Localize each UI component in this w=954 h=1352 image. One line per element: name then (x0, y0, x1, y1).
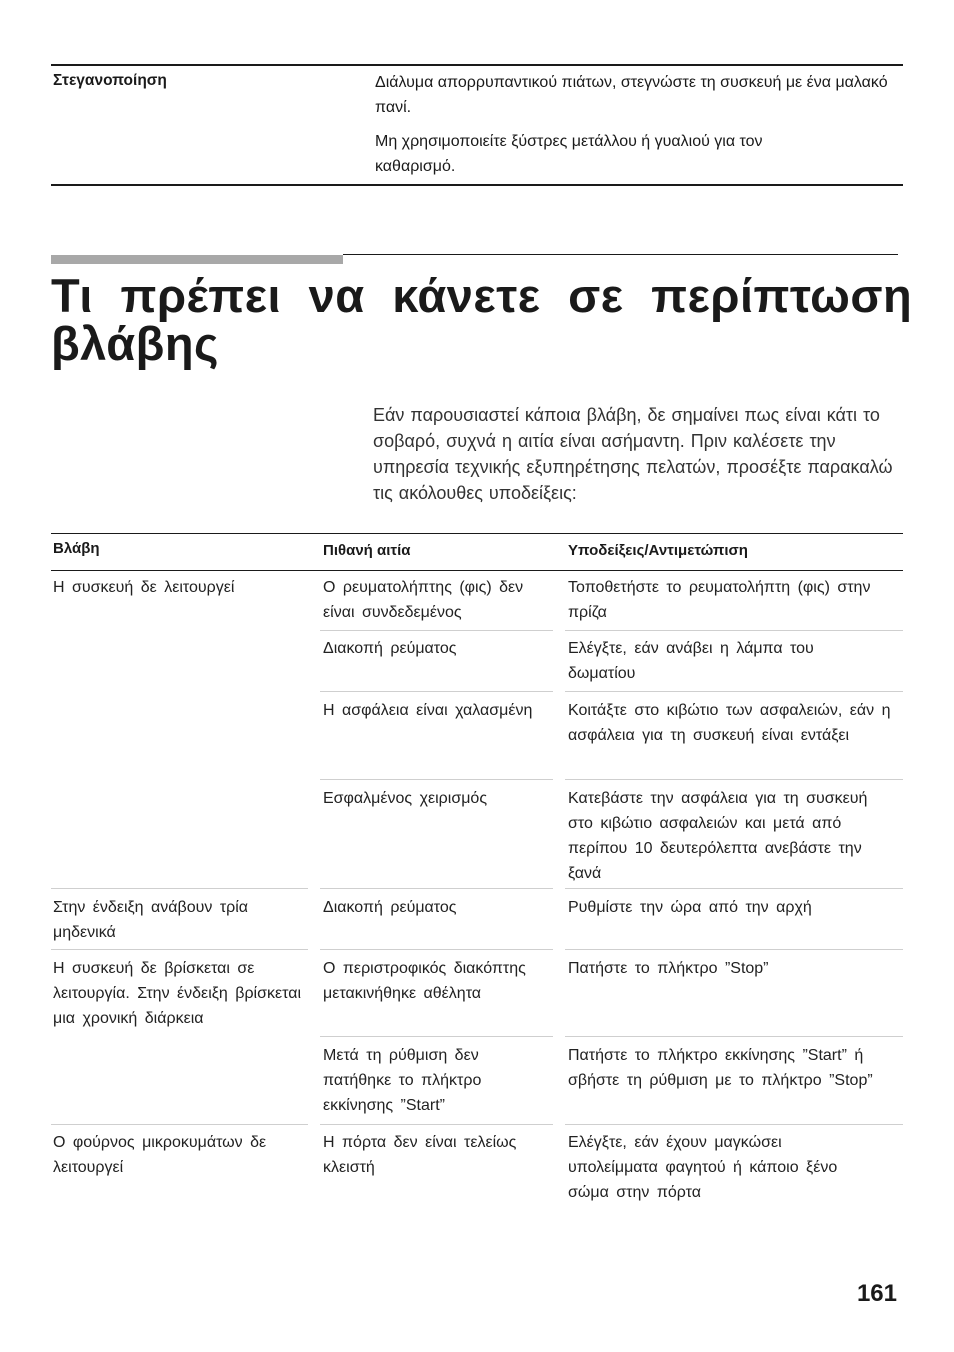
remedy-cell: Ρυθμίστε την ώρα από την αρχή (568, 899, 812, 916)
row-separator (320, 949, 553, 950)
table-header-rule (51, 570, 903, 571)
remedy-cell: Κοιτάξτε στο κιβώτιο των ασφαλειών, εάν η ασφάλεια για τη συσκευή είναι εντάξει (568, 702, 891, 744)
cause-cell: Ο ρευματολήπτης (φις) δεν είναι συνδεδεμένος (323, 579, 524, 621)
fault-cell: Ο φούρνος μικροκυμάτων δε λειτουργεί (53, 1134, 267, 1176)
header-fault: Βλάβη (53, 540, 100, 557)
row-separator (320, 888, 553, 889)
remedy-cell: Πατήστε το πλήκτρο εκκίνησης ”Start” ή σβήστε τη ρύθμιση με το πλήκτρο ”Stop” (568, 1047, 873, 1089)
cause-cell: Εσφαλμένος χειρισμός (323, 790, 488, 807)
row-separator (320, 691, 553, 692)
cause-cell: Μετά τη ρύθμιση δεν πατήθηκε το πλήκτρο εκκίνησης ”Start” (323, 1047, 482, 1114)
top-table-label: Στεγανοποίηση (53, 72, 167, 89)
fault-cell: Η συσκευή δε βρίσκεται σε λειτουργία. Στην ένδειξη βρίσκεται μια χρονική διάρκεια (53, 960, 302, 1027)
fault-cell: Η συσκευή δε λειτουργεί (53, 579, 235, 596)
top-table-paragraph-2: Μη χρησιμοποιείτε ξύστρες μετάλλου ή γυαλιού για τον καθαρισμό. (375, 133, 763, 175)
cause-cell: Η πόρτα δεν είναι τελείως κλειστή (323, 1134, 517, 1176)
top-table-paragraph-1: Διάλυμα απορρυπαντικού πιάτων, στεγνώστε τη συσκευή με ένα μαλακό πανί. (375, 74, 888, 116)
page-number: 161 (856, 1280, 897, 1307)
row-separator (320, 1036, 553, 1037)
table-top-rule (51, 533, 903, 534)
remedy-cell: Ελέγξτε, εάν έχουν μαγκώσει υπολείμματα φαγητού ή κάποιο ξένο σώμα στην πόρτα (568, 1134, 838, 1201)
row-separator (565, 691, 903, 692)
remedy-cell: Ελέγξτε, εάν ανάβει η λάμπα του δωματίου (568, 640, 814, 682)
section-heading: Τι πρέπει να κάνετε σε περίπτωση βλάβης (51, 269, 913, 370)
row-separator (320, 779, 553, 780)
remedy-cell: Πατήστε το πλήκτρο ”Stop” (568, 960, 769, 977)
row-separator (565, 630, 903, 631)
row-separator (320, 1124, 553, 1125)
row-separator (565, 1124, 903, 1125)
heading-accent-bar (51, 255, 343, 264)
cause-cell: Διακοπή ρεύματος (323, 640, 457, 657)
header-cause: Πιθανή αιτία (323, 542, 411, 559)
remedy-cell: Κατεβάστε την ασφάλεια για τη συσκευή στο κιβώτιο ασφαλειών και μετά από περίπου 10 δευτερόλεπτα ανεβάστε την ξανά (568, 790, 868, 882)
cause-cell: Διακοπή ρεύματος (323, 899, 457, 916)
row-separator (51, 1124, 308, 1125)
intro-paragraph: Εάν παρουσιαστεί κάποια βλάβη, δε σημαίνει πως είναι κάτι το σοβαρό, συχνά η αιτία είναι ασήμαντη. Πριν καλέσετε την υπηρεσία τεχνικής εξυπηρέτησης πελατών, προσέξτε παρακαλώ τις ακόλουθες υποδείξεις: (373, 405, 893, 503)
row-separator (51, 949, 308, 950)
row-separator (565, 949, 903, 950)
cause-cell: Η ασφάλεια είναι χαλασμένη (323, 702, 533, 719)
row-separator (565, 779, 903, 780)
remedy-cell: Τοποθετήστε το ρευματολήπτη (φις) στην πρίζα (568, 579, 871, 621)
row-separator (565, 888, 903, 889)
header-remedy: Υποδείξεις/Αντιμετώπιση (568, 542, 748, 559)
top-table-top-rule (51, 64, 903, 66)
row-separator (51, 888, 308, 889)
row-separator (320, 630, 553, 631)
heading-rule (343, 254, 898, 255)
row-separator (565, 1036, 903, 1037)
fault-cell: Στην ένδειξη ανάβουν τρία μηδενικά (53, 899, 249, 941)
cause-cell: Ο περιστροφικός διακόπτης μετακινήθηκε αθέλητα (323, 960, 526, 1002)
top-table-bottom-rule (51, 184, 903, 186)
